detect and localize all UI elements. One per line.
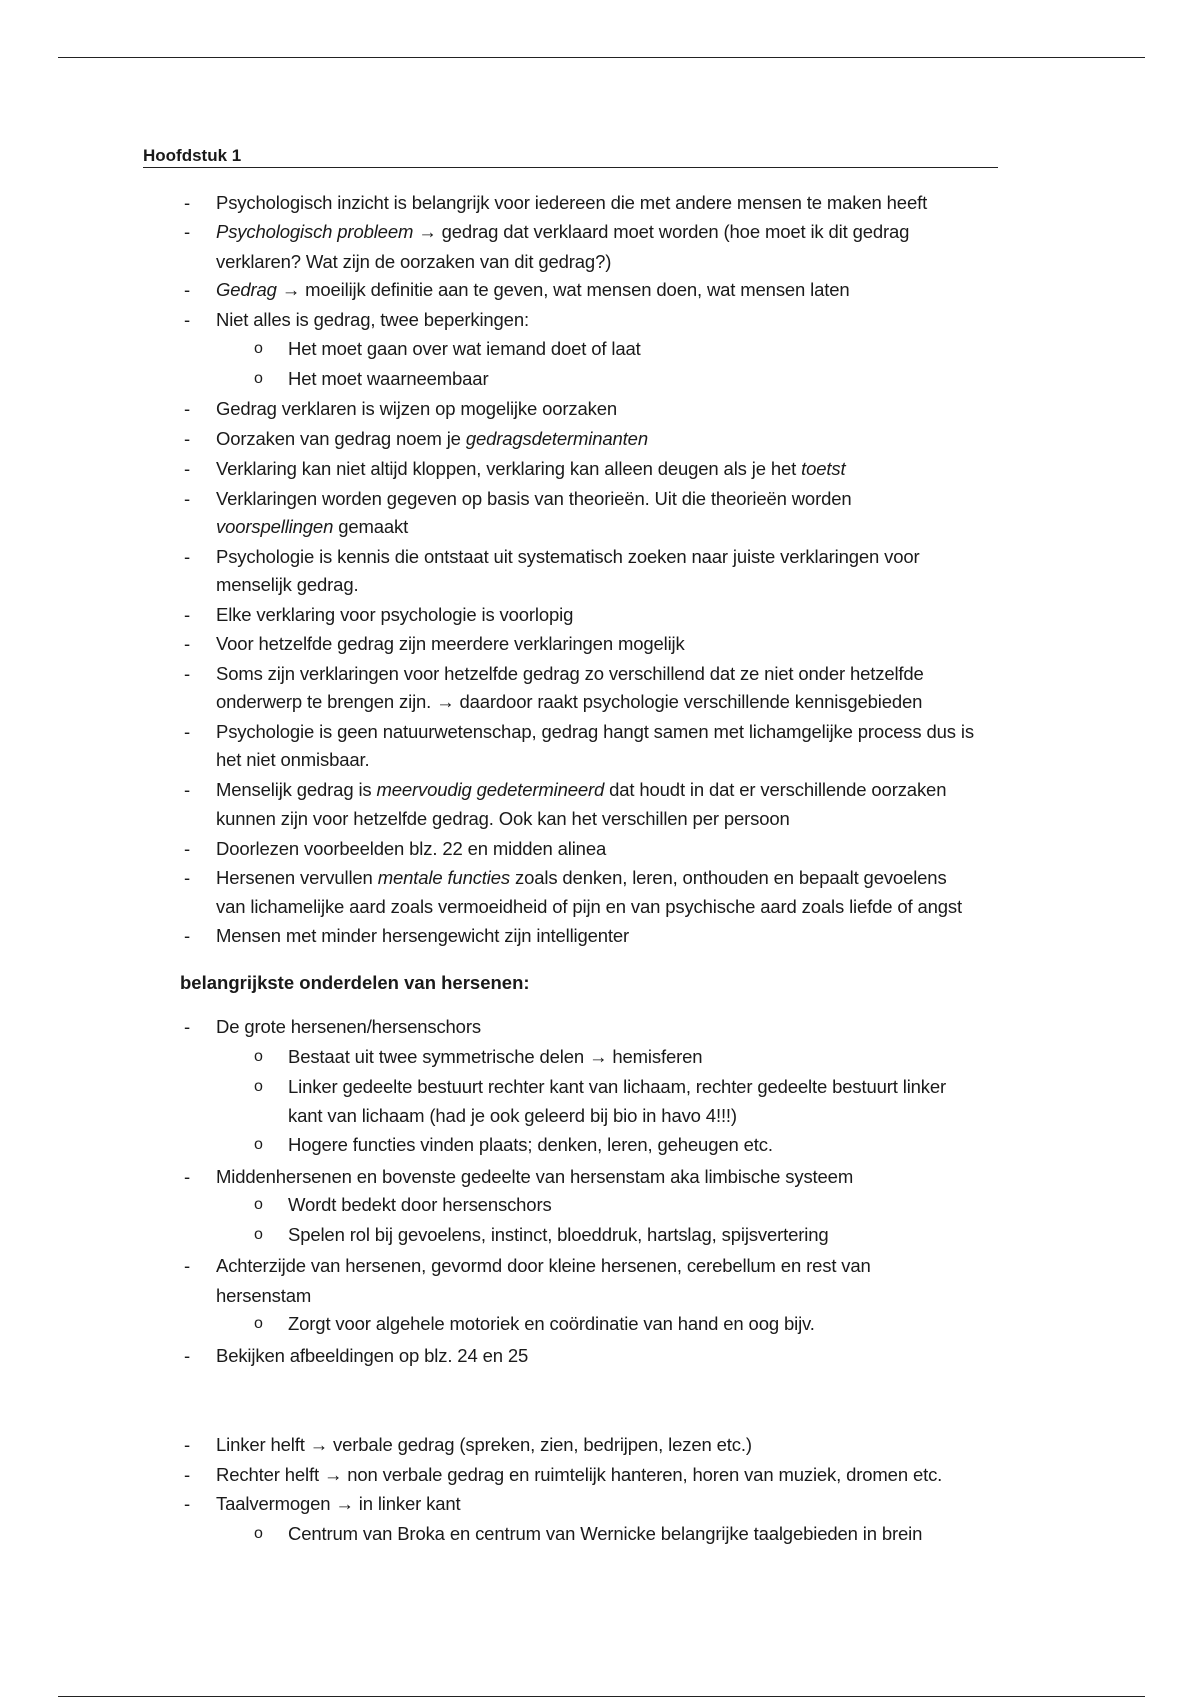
list-item: - Elke verklaring voor psychologie is voorlopig <box>184 604 574 625</box>
sub-list-item: o Zorgt voor algehele motoriek en coördinatie van hand en oog bijv. <box>254 1313 815 1334</box>
list-item: - Psychologisch probleem → gedrag dat verklaard moet worden (hoe moet ik dit gedrag <box>184 221 910 242</box>
list-item: - Taalvermogen → in linker kant <box>184 1493 461 1514</box>
list-item: - Achterzijde van hersenen, gevormd door kleine hersenen, cerebellum en rest van <box>184 1255 871 1276</box>
list-item: - Bekijken afbeeldingen op blz. 24 en 25 <box>184 1345 529 1366</box>
list-item: - Doorlezen voorbeelden blz. 22 en midden alinea <box>184 838 607 859</box>
list-item: - Voor hetzelfde gedrag zijn meerdere verklaringen mogelijk <box>184 633 685 654</box>
list-item: - Psychologie is geen natuurwetenschap, gedrag hangt samen met lichamgelijke process dus is <box>184 721 974 742</box>
list-item: - Menselijk gedrag is meervoudig gedetermineerd dat houdt in dat er verschillende oorzaken <box>184 779 947 800</box>
list-item: - Hersenen vervullen mentale functies zoals denken, leren, onthouden en bepaalt gevoelens <box>184 867 947 888</box>
list-item: - Gedrag verklaren is wijzen op mogelijke oorzaken <box>184 398 618 419</box>
list-item-continuation: menselijk gedrag. <box>216 574 359 595</box>
sub-list-item-continuation: kant van lichaam (had je ook geleerd bij bio in havo 4!!!) <box>288 1105 737 1126</box>
list-item: - Soms zijn verklaringen voor hetzelfde gedrag zo verschillend dat ze niet onder hetzelfde <box>184 663 924 684</box>
list-item: - Verklaringen worden gegeven op basis van theorieën. Uit die theorieën worden <box>184 488 852 509</box>
list-item: - Linker helft → verbale gedrag (spreken, zien, bedrijpen, lezen etc.) <box>184 1434 752 1455</box>
list-item: - De grote hersenen/hersenschors <box>184 1016 481 1037</box>
list-item: - Middenhersenen en bovenste gedeelte van hersenstam aka limbische systeem <box>184 1166 854 1187</box>
sub-list-item: o Hogere functies vinden plaats; denken, leren, geheugen etc. <box>254 1134 773 1155</box>
list-item: - Rechter helft → non verbale gedrag en ruimtelijk hanteren, horen van muziek, dromen etc. <box>184 1464 943 1485</box>
list-item-continuation: onderwerp te brengen zijn. → daardoor raakt psychologie verschillende kennisgebieden <box>216 691 923 712</box>
list-item: - Psychologie is kennis die ontstaat uit systematisch zoeken naar juiste verklaringen voor <box>184 546 920 567</box>
sub-list-item: o Linker gedeelte bestuurt rechter kant van lichaam, rechter gedeelte bestuurt linker <box>254 1076 947 1097</box>
list-item: - Oorzaken van gedrag noem je gedragsdeterminanten <box>184 428 648 449</box>
header-rule <box>58 57 1145 58</box>
list-item: - Niet alles is gedrag, twee beperkingen: <box>184 309 529 330</box>
page-title: Hoofdstuk 1 <box>143 145 998 168</box>
section-heading: belangrijkste onderdelen van hersenen: <box>180 972 530 993</box>
list-item-continuation: voorspellingen gemaakt <box>216 516 409 537</box>
sub-list-item: o Centrum van Broka en centrum van Wernicke belangrijke taalgebieden in brein <box>254 1523 923 1544</box>
sub-list-item: o Wordt bedekt door hersenschors <box>254 1194 552 1215</box>
list-item: - Mensen met minder hersengewicht zijn intelligenter <box>184 925 630 946</box>
list-item-continuation: van lichamelijke aard zoals vermoeidheid of pijn en van psychische aard zoals liefde of angst <box>216 896 963 917</box>
sub-list-item: o Het moet gaan over wat iemand doet of laat <box>254 338 641 359</box>
sub-list-item: o Het moet waarneembaar <box>254 368 489 389</box>
list-item: - Psychologisch inzicht is belangrijk voor iedereen die met andere mensen te maken heeft <box>184 192 928 213</box>
list-item-continuation: hersenstam <box>216 1285 312 1306</box>
list-item-continuation: kunnen zijn voor hetzelfde gedrag. Ook kan het verschillen per persoon <box>216 808 790 829</box>
sub-list-item: o Bestaat uit twee symmetrische delen → hemisferen <box>254 1046 703 1067</box>
list-item: - Gedrag → moeilijk definitie aan te geven, wat mensen doen, wat mensen laten <box>184 279 850 300</box>
list-item-continuation: het niet onmisbaar. <box>216 749 370 770</box>
footer-rule <box>58 1696 1145 1697</box>
sub-list-item: o Spelen rol bij gevoelens, instinct, bloeddruk, hartslag, spijsvertering <box>254 1224 829 1245</box>
list-item: - Verklaring kan niet altijd kloppen, verklaring kan alleen deugen als je het toetst <box>184 458 846 479</box>
list-item-continuation: verklaren? Wat zijn de oorzaken van dit gedrag?) <box>216 251 612 272</box>
